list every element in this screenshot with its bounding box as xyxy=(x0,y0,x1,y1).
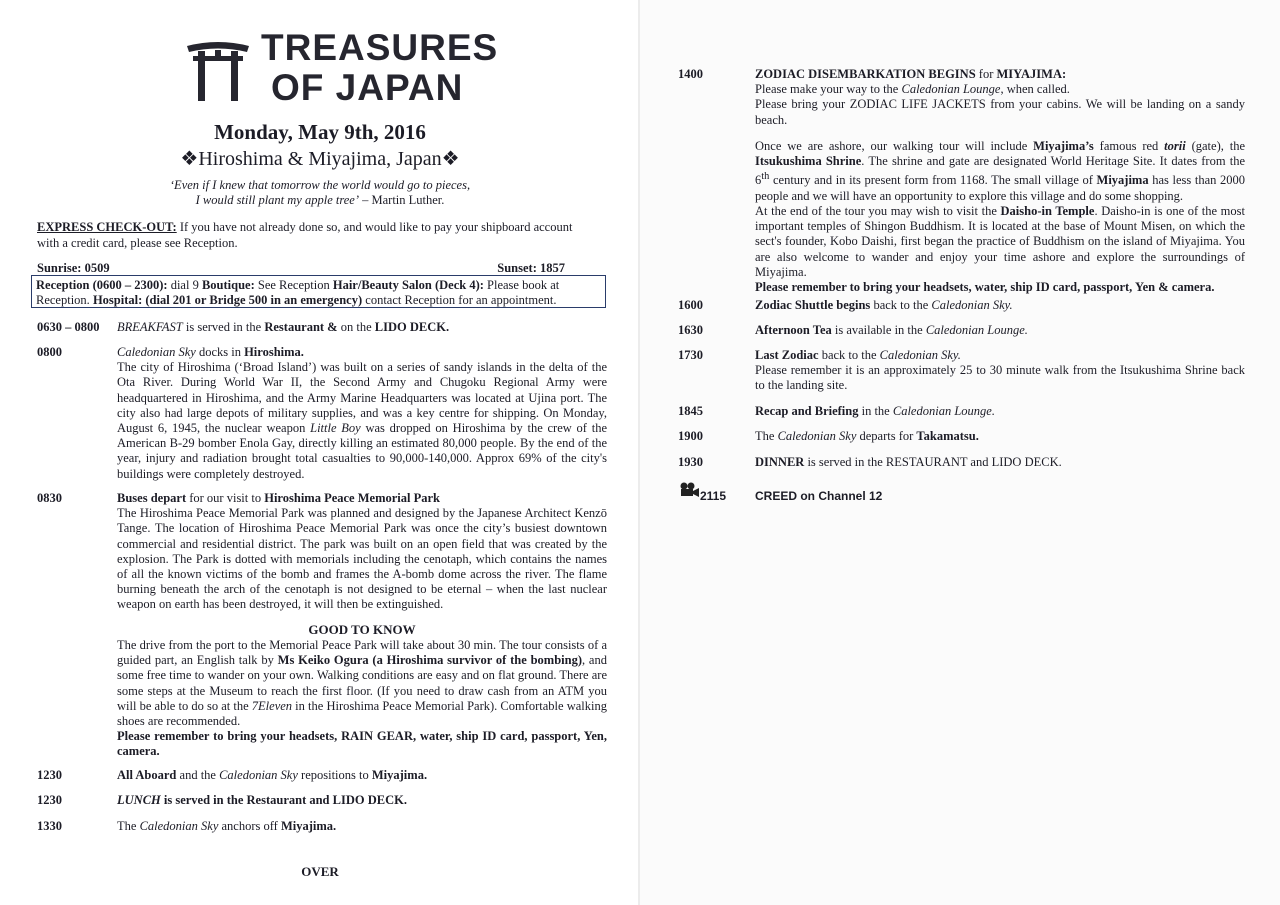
over-label: OVER xyxy=(301,864,339,879)
page-location: ❖Hiroshima & Miyajima, Japan❖ xyxy=(180,148,460,170)
express-checkout-label: EXPRESS CHECK-OUT: xyxy=(37,220,177,234)
schedule-text: The Caledonian Sky departs for Takamatsu. xyxy=(755,429,979,443)
good-to-know-heading: GOOD TO KNOW xyxy=(308,622,416,637)
schedule-time: 1930 xyxy=(678,455,703,469)
schedule-time: 0630 – 0800 xyxy=(37,320,100,334)
salon-label: Hair/Beauty Salon (Deck 4): xyxy=(332,278,484,292)
schedule-time: 1730 xyxy=(678,348,703,362)
torii-gate-icon xyxy=(185,40,251,102)
schedule-text: Caledonian Sky docks in Hiroshima. The city of Hiroshima (‘Broad Island’) was built on a series of sandy islands in the delta of the Ota River. During World War II, the Second Army and Chugoku Regional Army were headquartered in Hiroshima, and the Army Marine Headquarters was located at Ujina port. The city also had large depots of military supplies, and was a key centre for shipping. On Monday, August 6, 1945, the nuclear weapon Little Boy was dropped on Hiroshima by the crew of the American B-29 bomber Enola Gay, directly killing an estimated 80,000 people. By the end of the year, injury and radiation brought total casualties to 90,000-140,000. Approx 69% of the city's buildings were completely destroyed. xyxy=(117,345,607,481)
quote xyxy=(0,178,640,208)
schedule-text: The Caledonian Sky anchors off Miyajima. xyxy=(117,819,337,833)
schedule-text: Recap and Briefing in the Caledonian Lounge. xyxy=(755,404,995,418)
schedule-time: 1900 xyxy=(678,429,703,443)
sunset: Sunset: 1857 xyxy=(497,261,565,275)
schedule-text: Buses depart for our visit to Hiroshima Peace Memorial Park The Hiroshima Peace Memorial Park was planned and designed by the Japanese Architect Kenzō Tange. The location of Hiroshima Peace Memorial Park was once the city’s busiest downtown commercial and residential district. The park was built on an open field that was created by the explosion. The Park is dotted with memorials including the cenotaph, which contains the names of all the known victims of the bomb and frames the A-bomb dome across the river. The flame burning beneath the arch of the cenotaph is not designed to be eternal – when the last nuclear weapon on earth has been destroyed, it will then be extinguished. xyxy=(117,491,607,612)
hospital-bold: (dial 201 or Bridge 500 in an emergency) xyxy=(142,293,363,307)
reception-text: dial 9 xyxy=(167,278,202,292)
logo-line2: OF JAPAN xyxy=(271,67,464,108)
schedule-text: Afternoon Tea is available in the Caledonian Lounge. xyxy=(755,323,1028,337)
schedule-text: DINNER is served in the RESTAURANT and LIDO DECK. xyxy=(755,455,1062,469)
hospital-text: contact Reception for an appointment. xyxy=(362,293,557,307)
schedule-text: All Aboard and the Caledonian Sky repositions to Miyajima. xyxy=(117,768,428,782)
express-checkout-text: If you have not already done so, and would like to pay your shipboard account with a credit card, please see Reception. xyxy=(37,220,573,250)
schedule-text: ZODIAC DISEMBARKATION BEGINS for MIYAJIMA: Please make your way to the Caledonian Lounge, when called. Please bring your ZODIAC LIFE JACKETS from your cabins. We will be landing on a sandy beach. xyxy=(755,67,1245,127)
schedule-text: LUNCH is served in the Restaurant and LIDO DECK. xyxy=(117,793,407,807)
schedule-time: 2115 xyxy=(700,489,727,503)
movie-text: CREED on Channel 12 xyxy=(755,489,883,503)
schedule-text: Last Zodiac back to the Caledonian Sky. Please remember it is an approximately 25 to 30 minute walk from the Itsukushima Shrine back to the landing site. xyxy=(755,348,1245,393)
quote-line2: I would still plant my apple tree’ xyxy=(195,193,359,207)
schedule-time: 0830 xyxy=(37,491,62,505)
schedule-time: 1600 xyxy=(678,298,703,312)
express-checkout xyxy=(37,219,597,251)
sunrise: Sunrise: 0509 xyxy=(37,261,110,275)
schedule-text: Once we are ashore, our walking tour will include Miyajima’s famous red torii (gate), the Itsukushima Shrine. The shrine and gate are designated World Heritage Site. It dates from the 6th century and in its present form from 1168. The small village of Miyajima has less than 2000 people and we will have an opportunity to explore this village and do some shopping. At the end of the tour you may wish to visit the Daisho-in Temple. Daisho-in is one of the most important temples of Shingon Buddhism. It is located at the base of Mount Misen, on which the sect's founder, Kobo Daishi, first began the practice of Buddhism on the island of Miyajima. You are also welcome to wander and enjoy your time ashore and explore the surroundings of Miyajima. Please remember to bring your headsets, water, ship ID card, passport, Yen & camera. xyxy=(755,139,1246,294)
quote-author: – Martin Luther. xyxy=(359,193,445,207)
logo-line1: TREASURES xyxy=(261,27,499,68)
movie-camera-icon xyxy=(678,481,700,499)
boutique-text: See Reception xyxy=(254,278,333,292)
schedule-time: 1330 xyxy=(37,819,62,833)
treasures-of-japan-logo xyxy=(185,27,499,108)
schedule-text: The drive from the port to the Memorial Peace Park will take about 30 min. The tour consists of a guided part, an English talk by Ms Keiko Ogura (a Hiroshima survivor of the bombing), and some free time to wander on your own. Walking conditions are easy and on flat ground. There are some steps at the Museum to reach the first floor. (If you need to draw cash from an ATM you will be able to do so at the 7Eleven in the Hiroshima Peace Memorial Park). Comfortable walking shoes are recommended. Please remember to bring your headsets, RAIN GEAR, water, ship ID card, passport, Yen, camera. xyxy=(117,638,607,759)
quote-line1: ‘Even if I knew that tomorrow the world would go to pieces, xyxy=(169,178,471,192)
schedule-time: 1400 xyxy=(678,67,703,81)
schedule-time: 1630 xyxy=(678,323,703,337)
schedule-time: 0800 xyxy=(37,345,62,359)
salon-text: Please book at Reception. xyxy=(36,278,560,307)
schedule-time: 1230 xyxy=(37,768,62,782)
schedule-time: 1845 xyxy=(678,404,703,418)
services-info-box xyxy=(31,275,606,308)
schedule-time: 1230 xyxy=(37,793,62,807)
right-page xyxy=(640,0,1280,905)
schedule-text: BREAKFAST is served in the Restaurant & on the LIDO DECK. xyxy=(117,320,450,334)
hospital-label: Hospital: xyxy=(92,293,143,307)
page-date: Monday, May 9th, 2016 xyxy=(214,120,426,144)
sun-times xyxy=(37,261,565,276)
boutique-label: Boutique: xyxy=(201,278,255,292)
reception-label: Reception (0600 – 2300): xyxy=(36,278,168,292)
schedule-text: Zodiac Shuttle begins back to the Caledonian Sky. xyxy=(755,298,1013,312)
